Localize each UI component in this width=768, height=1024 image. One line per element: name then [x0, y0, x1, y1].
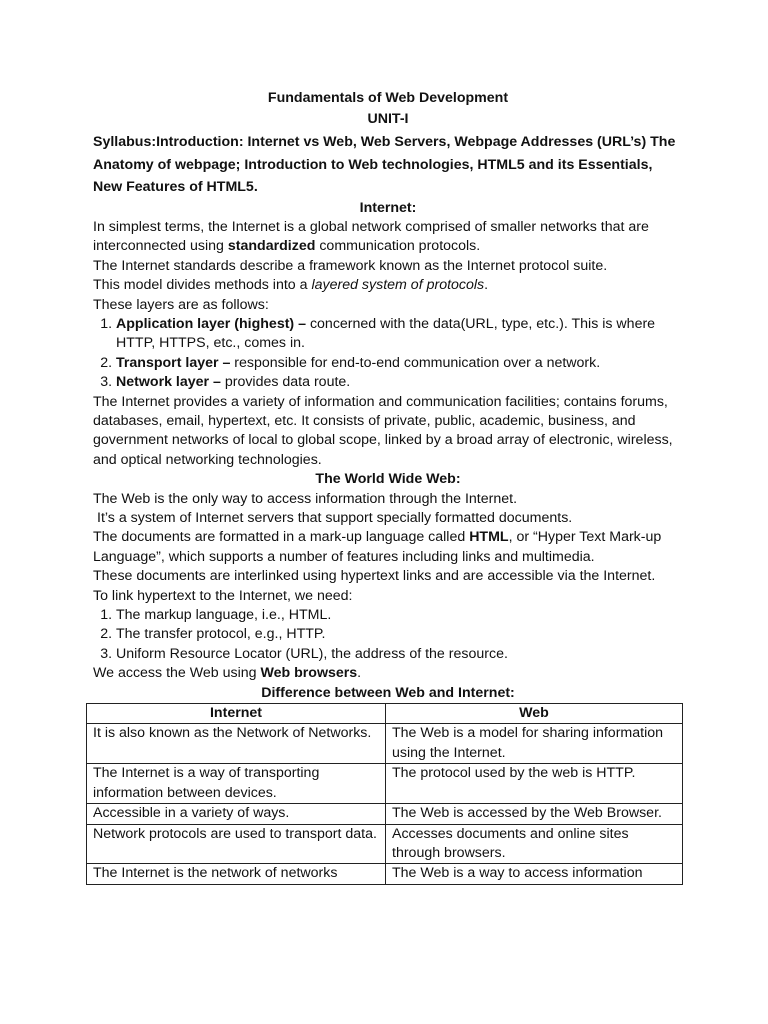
table-row [87, 724, 683, 764]
syllabus: Syllabus:Introduction: Internet vs Web, Web Servers, Webpage Addresses (URL’s) The Anatomy of webpage; Introduction to Web technologies, HTML5 and its Essentials, New Features of HTML5. [93, 134, 676, 195]
list-item: 2. Transport layer – responsible for end-to-end communication over a network. [116, 354, 683, 373]
table-cell: Accesses documents and online sites through browsers. [386, 824, 683, 864]
internet-paragraph-1: In simplest terms, the Internet is a global network comprised of smaller networks that are interconnected using standardized communication protocols. [93, 218, 649, 255]
www-paragraph-2: It’s a system of Internet servers that support specially formatted documents. [97, 510, 573, 526]
www-paragraph-4: These documents are interlinked using hypertext links and are accessible via the Internet. [93, 568, 656, 585]
table-cell: The Web is a model for sharing information using the Internet. [386, 724, 683, 764]
table-cell: The Internet is the network of networks [87, 864, 386, 884]
www-paragraph-1: The Web is the only way to access information through the Internet. [93, 490, 518, 507]
table-row [87, 824, 683, 864]
www-paragraph-6: We access the Web using Web browsers. [93, 665, 362, 682]
layers-list [93, 315, 683, 393]
table-row [87, 764, 683, 804]
www-paragraph-5: To link hypertext to the Internet, we need: [93, 587, 353, 604]
table-cell: Network protocols are used to transport data. [87, 824, 386, 864]
list-item: 1. The markup language, i.e., HTML. [116, 606, 683, 625]
table-cell: The protocol used by the web is HTTP. [386, 764, 683, 804]
table-cell: The Web is a way to access information [386, 864, 683, 884]
www-heading: The World Wide Web: [315, 471, 461, 488]
table-cell: The Web is accessed by the Web Browser. [386, 804, 683, 824]
column-header-internet: Internet [87, 704, 386, 724]
needs-list [93, 606, 683, 664]
table-cell: It is also known as the Network of Networks. [87, 724, 386, 764]
column-header-web: Web [386, 704, 683, 724]
table-row [87, 864, 683, 884]
internet-heading: Internet: [359, 199, 417, 216]
table-cell: Accessible in a variety of ways. [87, 804, 386, 824]
list-item: 3. Network layer – provides data route. [116, 373, 683, 392]
list-item: 1. Application layer (highest) – concerned with the data(URL, type, etc.). This is where HTTP, HTTPS, etc., comes in. [116, 315, 683, 354]
doc-title: Fundamentals of Web Development [267, 90, 509, 106]
difference-table [86, 703, 683, 885]
internet-paragraph-4: These layers are as follows: [93, 296, 269, 313]
table-cell: The Internet is a way of transporting information between devices. [87, 764, 386, 804]
table-row [87, 804, 683, 824]
list-item: 3. Uniform Resource Locator (URL), the address of the resource. [116, 645, 683, 664]
www-paragraph-3: The documents are formatted in a mark-up language called HTML, or “Hyper Text Mark-up Language”, which supports a number of features including links and multimedia. [93, 529, 662, 565]
internet-paragraph-5: The Internet provides a variety of information and communication facilities; contains forums, databases, email, hypertext, etc. It consists of private, public, academic, business, and government networks of local to global scope, linked by a broad array of electronic, wireless, and optical networking technologies. [93, 393, 673, 468]
internet-paragraph-2: The Internet standards describe a framework known as the Internet protocol suite. [93, 257, 608, 274]
doc-unit: UNIT-I [367, 111, 409, 127]
list-item: 2. The transfer protocol, e.g., HTTP. [116, 625, 683, 644]
table-header-row [87, 704, 683, 724]
document-page [93, 88, 683, 885]
difference-heading: Difference between Web and Internet: [261, 684, 515, 701]
internet-paragraph-3: This model divides methods into a layered system of protocols. [93, 277, 489, 294]
